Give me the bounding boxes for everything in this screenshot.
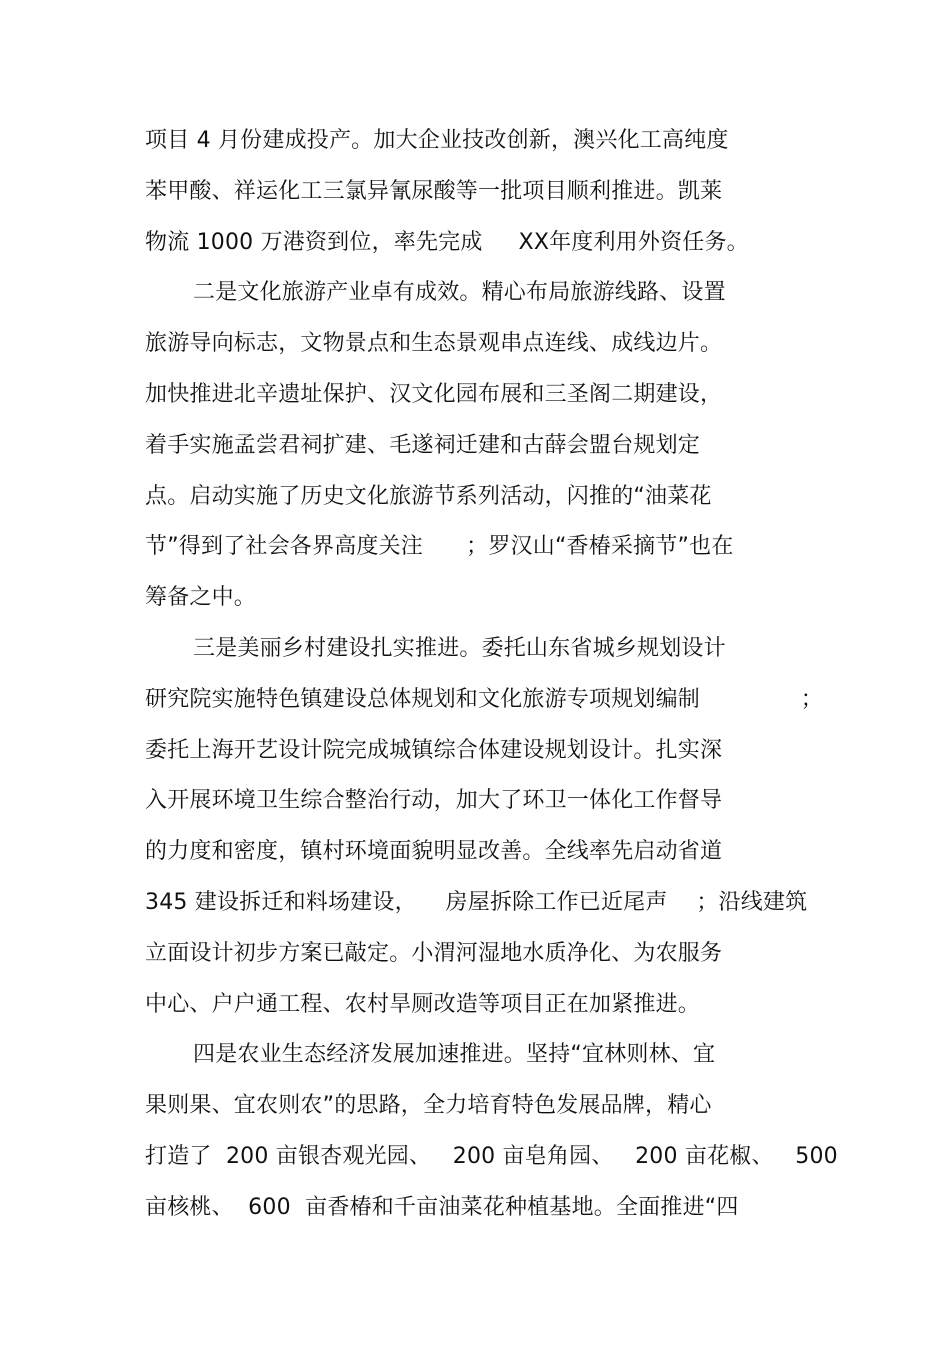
- text-line: 筹备之中。: [145, 585, 257, 611]
- paragraph-start-line: 二是文化旅游产业卓有成效。精心布局旅游线路、设置: [193, 280, 726, 306]
- text-line: 项目 4 月份建成投产。加大企业技改创新，澳兴化工高纯度: [145, 128, 729, 153]
- text-line: 亩核桃、 600 亩香椿和千亩油菜花种植基地。全面推进“四: [145, 1194, 739, 1220]
- text-line: 研究院实施特色镇建设总体规划和文化旅游专项规划编制 ；: [145, 686, 823, 712]
- text-line: 打造了 200 亩银杏观光园、 200 亩皂角园、 200 亩花椒、 500: [145, 1143, 838, 1169]
- paragraph-start-line: 三是美丽乡村建设扎实推进。委托山东省城乡规划设计: [193, 635, 726, 661]
- paragraph-start-line: 四是农业生态经济发展加速推进。坚持“宜林则林、宜: [193, 1042, 716, 1068]
- text-line: 中心、户户通工程、农村旱厕改造等项目正在加紧推进。: [145, 991, 701, 1017]
- text-line: 果则果、宜农则农”的思路，全力培育特色发展品牌，精心: [145, 1093, 712, 1119]
- text-line: 旅游导向标志，文物景点和生态景观串点连线、成线边片。: [145, 331, 723, 357]
- text-line: 点。启动实施了历史文化旅游节系列活动，闪推的“油菜花: [145, 483, 712, 509]
- text-line: 苯甲酸、祥运化工三氯异氰尿酸等一批项目顺利推进。凯莱: [145, 178, 723, 204]
- text-line: 345 建设拆迁和料场建设， 房屋拆除工作已近尾声 ；沿线建筑: [145, 889, 808, 915]
- text-line: 节”得到了社会各界高度关注 ；罗汉山“香椿采摘节”也在: [145, 534, 734, 560]
- text-line: 着手实施孟尝君祠扩建、毛遂祠迁建和古薛会盟台规划定: [145, 432, 701, 458]
- text-line: 立面设计初步方案已敲定。小渭河湿地水质净化、为农服务: [145, 940, 723, 966]
- text-line: 的力度和密度，镇村环境面貌明显改善。全线率先启动省道: [145, 839, 723, 865]
- text-line: 入开展环境卫生综合整治行动，加大了环卫一体化工作督导: [145, 788, 723, 814]
- text-line: 委托上海开艺设计院完成城镇综合体建设规划设计。扎实深: [145, 737, 723, 763]
- text-line: 加快推进北辛遗址保护、汉文化园布展和三圣阁二期建设，: [145, 381, 723, 407]
- text-line: 物流 1000 万港资到位，率先完成 XX年度利用外资任务。: [145, 229, 749, 255]
- document-body: [145, 122, 838, 1240]
